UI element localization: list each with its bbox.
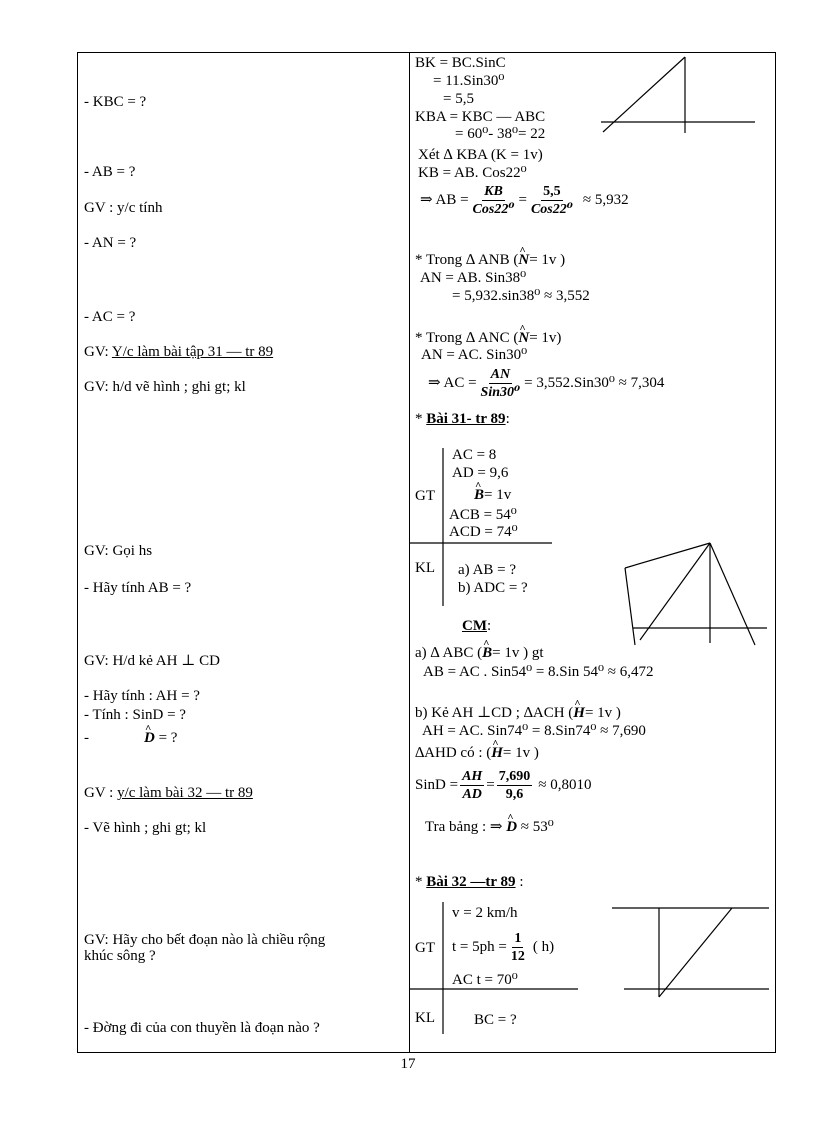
gt31-ad: AD = 9,6 xyxy=(452,465,509,481)
angle-d-rest: = ? xyxy=(154,730,178,746)
ab-fraction-2 xyxy=(529,183,575,218)
left-exercise32-line xyxy=(84,785,253,802)
sind-formula xyxy=(415,768,592,803)
tra-result: ≈ 53⁰ xyxy=(520,819,554,835)
left-compute-ah: - Hãy tính : AH = ? xyxy=(84,688,200,704)
cm-colon: : xyxy=(487,618,492,634)
anc-line1 xyxy=(415,330,561,347)
gt32-act: AC t = 70⁰ xyxy=(452,972,518,988)
gt32-fraction xyxy=(509,930,527,965)
figure-triangle-kba xyxy=(595,55,765,145)
ab-prefix: ⇒ AB = xyxy=(420,192,469,208)
gt32-v: v = 2 km/h xyxy=(452,905,518,921)
angle-b-symbol-2: ^ B xyxy=(482,645,492,662)
cm-b-post: = 1v ) xyxy=(584,705,621,721)
left-draw-instruction: GV: h/d vẽ hình ; ghi gt; kl xyxy=(84,379,246,395)
cm-a-post: = 1v ) gt xyxy=(492,645,544,661)
anb-post: = 1v ) xyxy=(529,252,566,268)
anb-line2: AN = AB. Sin38⁰ xyxy=(420,270,527,286)
sind-result: ≈ 0,8010 xyxy=(538,777,592,793)
kl31-b: b) ADC = ? xyxy=(458,580,528,596)
kba-line2: = 60⁰- 38⁰= 22 xyxy=(455,126,546,142)
dash: - xyxy=(84,730,89,746)
ac-fraction xyxy=(479,366,523,401)
kl32-bc: BC = ? xyxy=(474,1012,517,1028)
ab-fraction-1 xyxy=(471,183,517,218)
angle-h-symbol: ^ H xyxy=(573,705,585,722)
ac-formula xyxy=(428,366,664,401)
ab-den-2: Cos22⁰ xyxy=(530,202,573,217)
ahd-post: = 1v ) xyxy=(502,745,539,761)
kb-cos: KB = AB. Cos22⁰ xyxy=(418,165,527,181)
ac-prefix: ⇒ AC = xyxy=(428,375,477,391)
fig2-ac xyxy=(640,543,710,640)
sind-den-2: 9,6 xyxy=(505,787,524,802)
gt31-acd: ACD = 74⁰ xyxy=(449,524,518,540)
ac-result: = 3,552.Sin30⁰ ≈ 7,304 xyxy=(524,375,665,391)
gt32-t-pre: t = 5ph = xyxy=(452,939,507,955)
gt32-t-post: ( h) xyxy=(532,939,555,955)
exercise32-title: y/c làm bài 32 — tr 89 xyxy=(117,785,253,801)
left-ac-question: - AC = ? xyxy=(84,309,136,325)
ac-den: Sin30⁰ xyxy=(480,385,521,400)
ab-den-1: Cos22⁰ xyxy=(472,202,515,217)
gt31-label: GT xyxy=(415,488,435,504)
left-gv-label: GV: xyxy=(84,344,112,360)
ab-num-1: KB xyxy=(484,184,503,199)
figure-river-boat xyxy=(612,905,772,1005)
sind-fraction-1 xyxy=(460,768,484,803)
ab-num-2: 5,5 xyxy=(543,184,561,199)
fig1-hypotenuse xyxy=(603,57,685,132)
anc-pre: * Trong ∆ ANC ( xyxy=(415,330,519,346)
left-draw-ah: GV: H/d kẻ AH ⊥ CD xyxy=(84,653,220,669)
tra-pre: Tra bảng : ⇒ xyxy=(425,819,503,835)
bai32-heading xyxy=(415,874,523,891)
bk-line2: = 11.Sin30⁰ xyxy=(433,73,505,89)
left-gv-label-2: GV : xyxy=(84,785,118,801)
bai32-title: Bài 32 —tr 89 xyxy=(426,874,516,890)
cm-heading xyxy=(462,618,491,635)
sind-num-1: AH xyxy=(462,769,483,784)
angle-n-symbol: ^ N xyxy=(518,252,529,269)
angle-b-symbol: ^ B xyxy=(474,487,484,504)
cm-b-line1 xyxy=(415,705,621,722)
anb-pre: * Trong ∆ ANB ( xyxy=(415,252,519,268)
anb-line3: = 5,932.sin38⁰ ≈ 3,552 xyxy=(452,288,590,304)
kl32-label: KL xyxy=(415,1010,435,1026)
gt31-b-rest: = 1v xyxy=(484,487,512,503)
sind-prefix: SinD = xyxy=(415,777,459,793)
left-kbc-question: - KBC = ? xyxy=(84,94,147,110)
gt31-acb: ACB = 54⁰ xyxy=(449,507,517,523)
left-call-student: GV: Gọi hs xyxy=(84,543,153,559)
cm-b-line3 xyxy=(415,745,539,762)
anc-line2: AN = AC. Sin30⁰ xyxy=(421,347,528,363)
bai31-star: * xyxy=(415,411,427,427)
bai31-title: Bài 31- tr 89 xyxy=(426,411,506,427)
left-boat-path-q: - Đờng đi của con thuyền là đoạn nào ? xyxy=(84,1020,320,1036)
bk-line1: BK = BC.SinC xyxy=(415,55,506,71)
left-compute-sind: - Tính : SinD = ? xyxy=(84,707,186,723)
angle-d-symbol-2: ^ D xyxy=(506,819,517,836)
bai32-colon: : xyxy=(515,874,524,890)
kl31-label: KL xyxy=(415,560,435,576)
left-exercise31-line xyxy=(84,344,273,361)
figure-quadrilateral-abcd xyxy=(615,540,775,650)
page-number: 17 xyxy=(400,1056,416,1072)
cm-title: CM xyxy=(462,618,487,634)
bai31-colon: : xyxy=(505,411,510,427)
cm-a-line1 xyxy=(415,645,543,662)
cm-b-line2: AH = AC. Sin74⁰ = 8.Sin74⁰ ≈ 7,690 xyxy=(422,723,646,739)
fig2-ad xyxy=(710,543,755,645)
fig2-ab xyxy=(625,543,710,568)
anb-line1 xyxy=(415,252,565,269)
left-draw-instruction-2: - Vẽ hình ; ghi gt; kl xyxy=(84,820,207,836)
ahd-pre: ∆AHD có : ( xyxy=(415,745,492,761)
left-river-width-q1: GV: Hãy cho bết đoạn nào là chiều rộng xyxy=(84,932,326,948)
cm-a-line2: AB = AC . Sin54⁰ = 8.Sin 54⁰ ≈ 6,472 xyxy=(423,664,654,680)
kl31-a: a) AB = ? xyxy=(458,562,517,578)
sind-num-2: 7,690 xyxy=(498,769,531,784)
bk-line3: = 5,5 xyxy=(443,91,474,107)
left-compute-d xyxy=(84,730,177,747)
bai32-star: * xyxy=(415,874,427,890)
ac-num: AN xyxy=(490,367,511,382)
gt32-t xyxy=(452,930,554,965)
exercise31-title: Y/c làm bài tập 31 — tr 89 xyxy=(111,344,274,360)
gt32-num: 1 xyxy=(514,931,522,946)
fig3-boat-path xyxy=(659,908,732,997)
gt31-b xyxy=(474,487,511,504)
cm-a-pre: a) ∆ ABC ( xyxy=(415,645,483,661)
left-an-question: - AN = ? xyxy=(84,235,137,251)
ab-eq: = xyxy=(518,192,527,208)
angle-n-symbol-2: ^ N xyxy=(518,330,529,347)
anc-post: = 1v) xyxy=(529,330,562,346)
sind-fraction-2 xyxy=(497,768,533,803)
ab-formula xyxy=(420,183,629,218)
gt32-den: 12 xyxy=(510,949,525,964)
left-compute-ab: - Hãy tính AB = ? xyxy=(84,580,192,596)
angle-h-symbol-2: ^ H xyxy=(491,745,503,762)
bai31-heading xyxy=(415,411,510,428)
cm-b-pre: b) Kẻ AH ⊥CD ; ∆ACH ( xyxy=(415,705,574,721)
left-ab-question: - AB = ? xyxy=(84,164,136,180)
left-gv-request: GV : y/c tính xyxy=(84,200,163,216)
kba-line1: KBA = KBC — ABC xyxy=(415,109,546,125)
angle-d-symbol: ^ D xyxy=(144,730,155,747)
sind-eq: = xyxy=(486,777,495,793)
ab-result: ≈ 5,932 xyxy=(582,192,629,208)
sind-den-1: AD xyxy=(462,787,482,802)
left-river-width-q2: khúc sông ? xyxy=(84,948,156,964)
xet-kba: Xét ∆ KBA (K = 1v) xyxy=(418,147,543,163)
tra-bang-line xyxy=(425,819,554,836)
gt32-label: GT xyxy=(415,940,435,956)
fig2-left xyxy=(625,568,635,645)
gt31-ac: AC = 8 xyxy=(452,447,497,463)
